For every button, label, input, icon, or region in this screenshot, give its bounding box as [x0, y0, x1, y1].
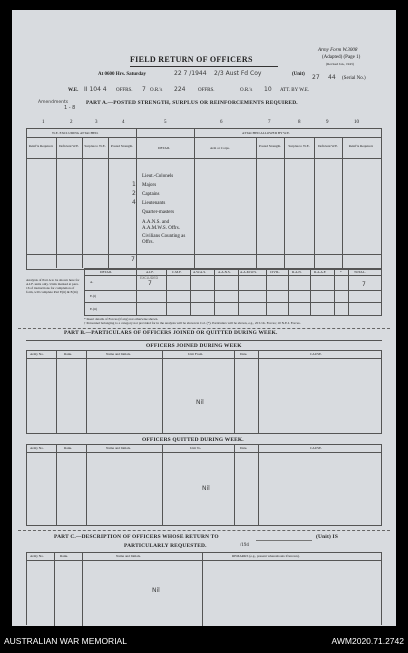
joined-col-header: Rank.	[64, 352, 73, 356]
posted-total: 7	[131, 256, 135, 263]
part-a-title: PART A.—POSTED STRENGTH, SURPLUS OR REINFORCEMENTS REQUIRED.	[86, 100, 298, 106]
col-header: Deficient W.E.	[317, 144, 339, 148]
quitted-col-header: Rank.	[64, 446, 73, 450]
footer-right: AWM2020.71.2742	[331, 636, 404, 646]
col-number: 7	[268, 120, 271, 125]
joined-table	[26, 350, 382, 434]
footer-left: AUSTRALIAN WAR MEMORIAL	[4, 636, 127, 646]
ors-label: O.R.'s	[150, 88, 163, 93]
serial-number: 44	[328, 74, 336, 81]
joined-col-header: CAUSE.	[310, 352, 322, 356]
quitted-col-header: Army No.	[30, 446, 44, 450]
amendments-label: Amendments	[38, 100, 69, 105]
part-c-table	[26, 552, 382, 625]
title-underline	[130, 66, 278, 67]
ors-value: 224	[174, 86, 186, 93]
footnote-2: † Personnel belonging to a category not provided for in the analysis will be shown in Col. (*). Particulars will be shown, e.g., 20 U.K. Forces; 10 N.E.I. Forces.	[84, 321, 301, 325]
we-label: W.E.	[68, 88, 79, 93]
detail-col-header: C.M.F.	[172, 270, 182, 274]
part-c-requested: PARTICULARLY REQUESTED.	[124, 543, 207, 549]
quitted-col-header: Name and Initials.	[106, 446, 131, 450]
joined-col-header: Unit From.	[188, 352, 204, 356]
joined-col-header: Name and Initials.	[106, 352, 131, 356]
rank-label: Civilians Counting as Offrs.	[142, 234, 186, 245]
att-label: ATT. BY W.E.	[280, 88, 310, 93]
form-revised: (Revised Jan., 1943)	[326, 62, 354, 66]
detail-header: DETAIL	[158, 146, 170, 150]
quitted-col-header: CAUSE.	[310, 446, 322, 450]
footnote-1: * Insert details of Forces (if any) not otherwise shown.	[84, 317, 159, 321]
detail-col-header: CIVIL.	[270, 270, 280, 274]
detail-col-header: DETAIL	[100, 270, 112, 274]
col-header: Posted Strength.	[258, 144, 282, 148]
part-c-year: /194	[240, 543, 249, 548]
part-c-col-header: Name and Initials.	[116, 554, 141, 558]
rank-label: A.A.N.S. and A.A.M.W.S. Offrs.	[142, 220, 180, 231]
ors2-label: O.R.'s	[240, 88, 253, 93]
col-header: Surplus to W.E.	[288, 144, 310, 148]
amendments-value: 1 - 8	[64, 105, 76, 111]
form-adapted: (Adapted) (Page 1)	[322, 55, 361, 60]
col-number: 5	[164, 120, 167, 125]
form-title: FIELD RETURN OF OFFICERS	[130, 55, 253, 64]
document-page	[12, 10, 396, 626]
part-c-title: PART C.—DESCRIPTION OF OFFICERS WHOSE RETURN TO	[54, 534, 219, 540]
part-c-col-header: REMARKS (e.g., present whereabouts if known).	[232, 554, 300, 558]
col-number: 6	[220, 120, 223, 125]
serial-label: (Serial No.)	[342, 76, 366, 81]
col-number: 8	[298, 120, 301, 125]
col-header: Reinf'ts Required.	[28, 144, 54, 148]
offrs-label: OFFRS.	[116, 88, 133, 93]
part-c-col-header: Army No.	[30, 554, 44, 558]
detail-col-header: *	[340, 270, 342, 274]
part-b-title: PART B.—PARTICULARS OF OFFICERS JOINED OR QUITTED DURING WEEK.	[64, 330, 278, 336]
detail-col-header: TOTAL.	[354, 270, 366, 274]
quitted-col-header: Date.	[240, 446, 248, 450]
col-number: 4	[122, 120, 125, 125]
posted-majors: 1	[132, 181, 136, 188]
we-excl-header: W.E. EXCLUDING ATTACHED.	[52, 131, 99, 135]
detail-col-header: A.W.A.S.	[193, 270, 207, 274]
attached-header: ATTACHED ALLOWED BY W.E.	[242, 131, 290, 135]
analysis-note: Analysis of Part A to be shown here for A.I.F. units only. Units marked at para. 16 of instructions for completion of form, will complete Part E(ii) & E(iii)	[26, 278, 80, 294]
quitted-title: OFFICERS QUITTED DURING WEEK.	[142, 437, 244, 443]
offrs2-label: OFFRS.	[198, 88, 215, 93]
col-number: 10	[354, 120, 359, 125]
col-header: Deficient W.E.	[58, 144, 80, 148]
joined-nil: Nil	[196, 399, 204, 406]
date-value: 22 7 /1944	[174, 70, 207, 77]
rank-label: Quarter-masters	[142, 210, 175, 215]
detail-col-header: A.A.M.W.S.	[240, 270, 257, 274]
part-c-col-header: Rank.	[60, 554, 69, 558]
joined-col-header: Date.	[240, 352, 248, 356]
joined-title: OFFICERS JOINED DURING WEEK	[146, 343, 242, 349]
detail-col-header: A.I.F.	[146, 270, 154, 274]
col-header: Reinf'ts Required.	[348, 144, 374, 148]
rank-label: Lieutenants	[142, 201, 166, 206]
col-number: 1	[42, 120, 45, 125]
ors2-value: 10	[264, 86, 272, 93]
col-header: Posted Strength.	[110, 144, 134, 148]
aif-value: 7	[148, 280, 152, 287]
posted-lieutenants: 4	[132, 199, 136, 206]
excluded-stamp: EXCLUDED	[140, 276, 159, 280]
serial-prefix: 27	[312, 74, 320, 81]
form-reference: Army Form W.3008	[318, 48, 358, 53]
col-header: Surplus to W.E.	[84, 144, 106, 148]
detail-col-header: R.A.N.	[292, 270, 302, 274]
posted-captains: 2	[132, 190, 136, 197]
detail-col-header: R.A.A.F.	[314, 270, 327, 274]
part-a-table	[26, 128, 382, 270]
unit-label: (Unit)	[292, 72, 305, 77]
col-number: 3	[95, 120, 98, 125]
col-number: 9	[326, 120, 329, 125]
detail-col-header: A.A.N.S.	[218, 270, 231, 274]
detail-row-label: E.(i)	[90, 294, 97, 298]
we-value: II 104 4	[84, 86, 107, 93]
rank-label: Majors	[142, 183, 157, 188]
total-value: 7	[362, 281, 366, 288]
col-header: Arm or Corps.	[210, 146, 230, 150]
detail-row-label: A.	[90, 280, 94, 284]
quitted-nil: Nil	[202, 485, 210, 492]
joined-col-header: Army No.	[30, 352, 44, 356]
part-c-nil: Nil	[152, 587, 160, 594]
part-c-unit-is: (Unit) IS	[316, 534, 339, 540]
col-number: 2	[70, 120, 73, 125]
rank-label: Captains	[142, 192, 160, 197]
at-label: At 0600 Hrs. Saturday	[98, 72, 147, 77]
quitted-col-header: Unit To.	[190, 446, 202, 450]
detail-row-label: E.(ii)	[90, 307, 98, 311]
unit-value: 2/3 Aust Fd Coy	[214, 70, 262, 77]
rank-label: Lieut.-Colonels	[142, 174, 174, 179]
offrs-value: 7	[142, 86, 146, 93]
